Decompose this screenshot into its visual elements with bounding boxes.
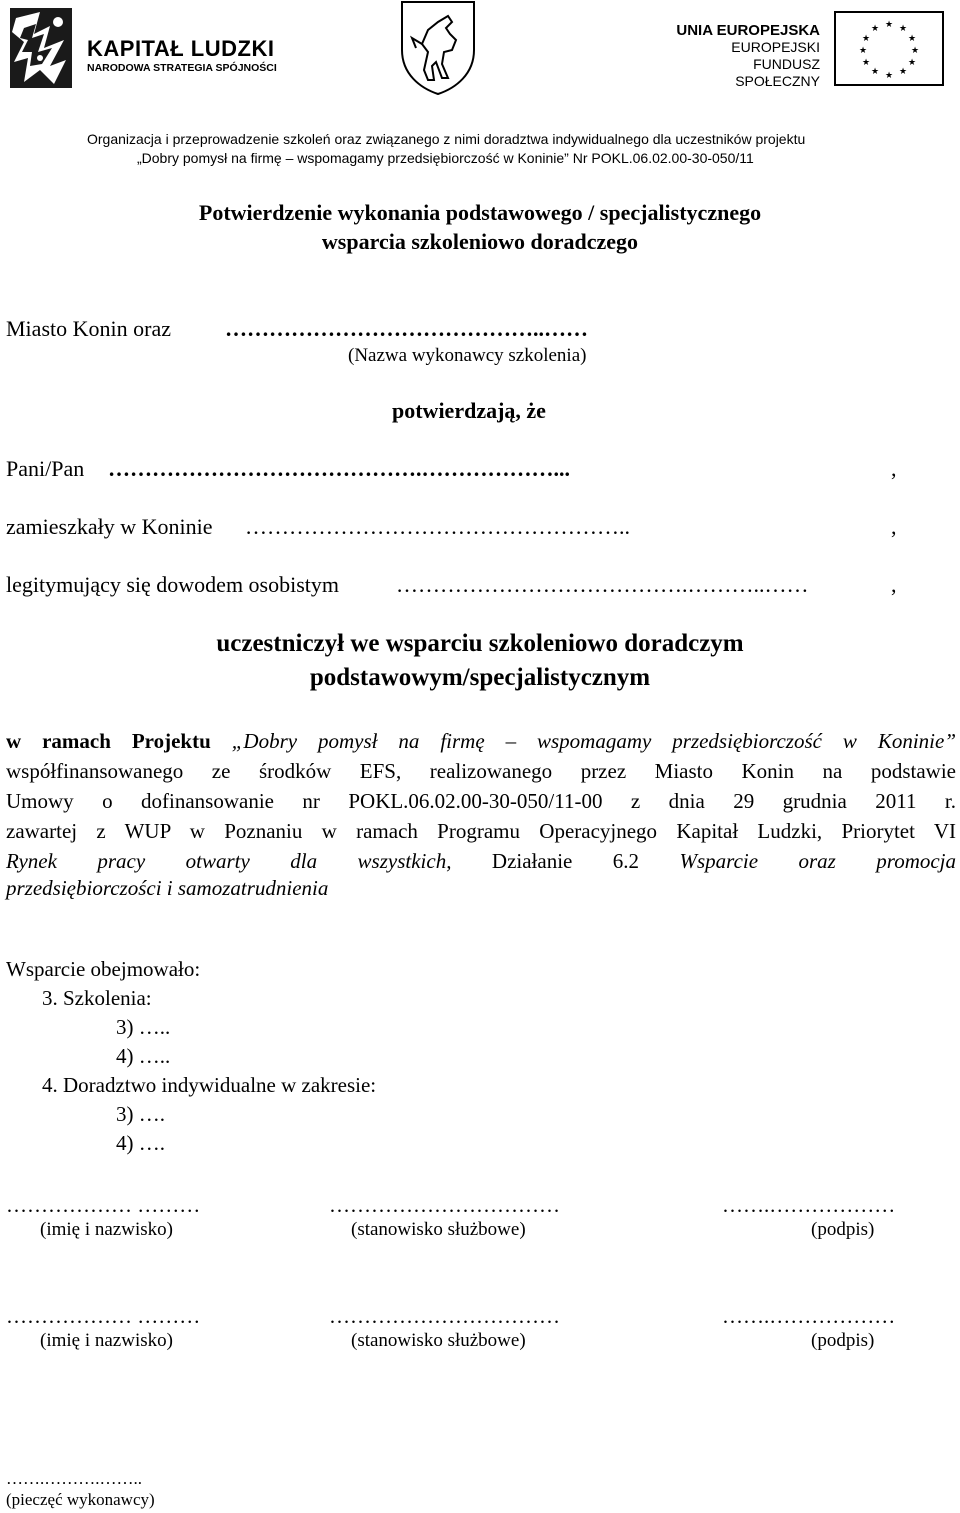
confirm-label: potwierdzają, że [392,398,546,423]
signature-sign-caption: (podpis) [811,1219,875,1240]
svg-text:★: ★ [870,67,880,77]
signature-name-field[interactable]: ……………… ……… [6,1193,201,1217]
support-heading: Wsparcie obejmowało: [6,957,201,981]
support-item-trainings: 3. Szkolenia: [42,986,152,1010]
project-paragraph-line-3: Umowy o dofinansowanie nr POKL.06.02.00-30-050/11-00 z dnia 29 grudnia 2011 r. [6,789,956,813]
contractor-caption: (Nazwa wykonawcy szkolenia) [348,345,587,366]
signature-name-caption: (imię i nazwisko) [40,1330,173,1351]
training-subitem[interactable]: 4) ….. [116,1044,171,1068]
id-number-field[interactable]: ………………………………….………..…… [396,572,809,597]
project-name: „Dobry pomysł na firmę – wspomagamy przedsiębiorczość w Koninie” [231,729,957,753]
training-subitem[interactable]: 3) ….. [116,1015,171,1039]
svg-text:★: ★ [907,58,917,68]
kapital-ludzki-title: KAPITAŁ LUDZKI [87,36,275,61]
svg-text:★: ★ [884,20,894,30]
svg-text:★: ★ [910,46,920,56]
signature-name-caption: (imię i nazwisko) [40,1219,173,1240]
svg-text:★: ★ [858,46,868,56]
svg-text:★: ★ [861,58,871,68]
consulting-subitem[interactable]: 4) …. [116,1131,165,1155]
signature-sign-caption: (podpis) [811,1330,875,1351]
project-header-line-1: Organizacja i przeprowadzenie szkoleń oraz związanego z nimi doradztwa indywidualnego dla uczestników projektu [87,131,806,147]
resident-label: zamieszkały w Koninie [6,514,213,539]
stamp-field[interactable]: …….……….…….. [6,1469,142,1488]
eu-flag [834,11,944,86]
signature-position-caption: (stanowisko służbowe) [351,1330,526,1351]
participant-name-field[interactable]: …………………………………….………………... [108,456,570,481]
address-field[interactable]: …………………………………………….. [245,514,630,539]
contractor-name-field[interactable]: ……………………………………..…… [225,316,588,341]
measure-name-part-1: Rynek pracy otwarty dla wszystkich, [6,849,452,873]
svg-text:★: ★ [907,34,917,44]
document-title-line-1: Potwierdzenie wykonania podstawowego / specjalistycznego [198,200,762,225]
coat-of-arms [398,0,478,96]
measure-number: Działanie 6.2 [491,849,640,873]
project-paragraph-line-5 [6,846,956,876]
kapital-ludzki-subtitle: NARODOWA STRATEGIA SPÓJNOŚCI [87,62,277,74]
consulting-subitem[interactable]: 3) …. [116,1102,165,1126]
horse-shield-icon [398,0,478,96]
city-label: Miasto Konin oraz [6,316,171,341]
signature-sign-field[interactable]: …….……………… [722,1193,896,1217]
kapital-ludzki-emblem-icon [10,8,88,88]
eu-line-2: EUROPEJSKI [731,39,820,55]
eu-stars-icon [834,11,944,86]
eu-line-3: FUNDUSZ SPOŁECZNY [735,56,820,89]
pani-pan-label: Pani/Pan [6,456,85,481]
project-paragraph-line-4: zawartej z WUP w Poznaniu w ramach Programu Operacyjnego Kapitał Ludzki, Priorytet VI [6,819,956,843]
measure-name-part-2: Wsparcie oraz promocja [679,849,957,873]
signature-position-field[interactable]: …………………………… [329,1193,560,1217]
eu-line-1: UNIA EUROPEJSKA [676,22,820,39]
participated-line-1: uczestniczył we wsparciu szkoleniowo doradczym [216,630,744,657]
id-label: legitymujący się dowodem osobistym [6,572,340,597]
eu-text [668,22,820,90]
svg-text:★: ★ [898,67,908,77]
pani-pan-comma: , [891,456,897,481]
project-prefix: w ramach Projektu [6,729,211,753]
project-paragraph-line-6: przedsiębiorczości i samozatrudnienia [6,876,329,900]
svg-text:★: ★ [870,24,880,34]
resident-comma: , [891,514,897,539]
signature-position-caption: (stanowisko służbowe) [351,1219,526,1240]
project-header-line-2: „Dobry pomysł na firmę – wspomagamy przedsiębiorczość w Koninie” Nr POKL.06.02.00-30-050/11 [137,150,754,166]
participated-line-2: podstawowym/specjalistycznym [309,664,651,691]
svg-text:★: ★ [898,24,908,34]
svg-text:★: ★ [861,34,871,44]
document-title-line-2: wsparcia szkoleniowo doradczego [321,229,639,254]
signature-sign-field[interactable]: …….……………… [722,1304,896,1328]
signature-name-field[interactable]: ……………… ……… [6,1304,201,1328]
stamp-caption: (pieczęć wykonawcy) [6,1490,155,1509]
support-item-consulting: 4. Doradztwo indywidualne w zakresie: [42,1073,377,1097]
id-comma: , [891,572,897,597]
project-paragraph-line-2: współfinansowanego ze środków EFS, realizowanego przez Miasto Konin na podstawie [6,759,956,783]
svg-text:★: ★ [884,71,894,81]
project-paragraph-line-1 [6,726,956,756]
signature-position-field[interactable]: …………………………… [329,1304,560,1328]
